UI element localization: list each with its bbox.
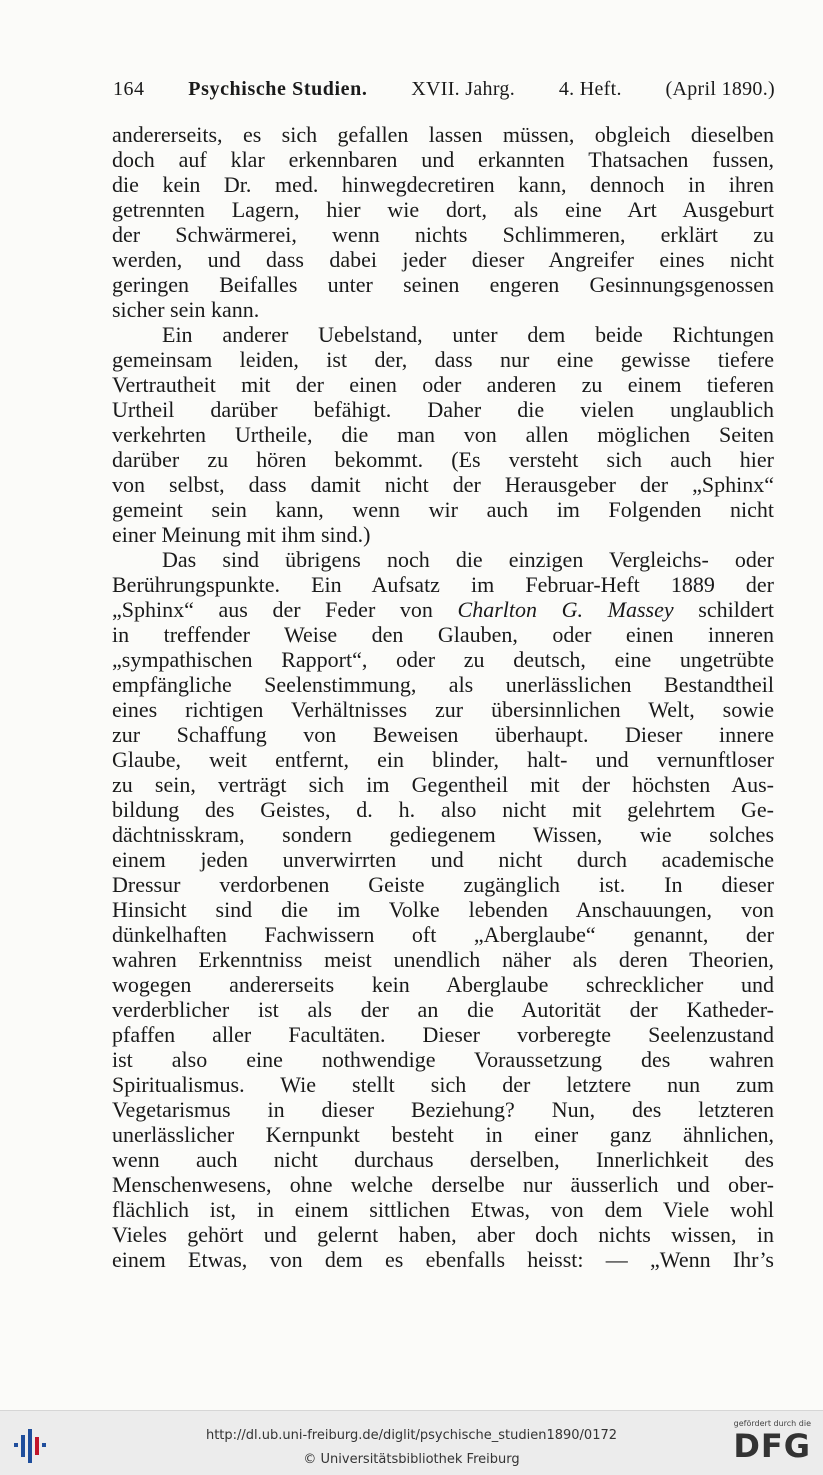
issue: 4. Heft. bbox=[558, 78, 622, 100]
text-line: zu sein, verträgt sich im Gegentheil mit der höchsten Aus- bbox=[112, 772, 774, 797]
text-line: die kein Dr. med. hinwegdecretiren kann, dennoch in ihren bbox=[112, 172, 774, 197]
text-line: sicher sein kann. bbox=[112, 297, 260, 322]
funding-note: gefördert durch die bbox=[733, 1419, 811, 1428]
text-line: wogegen andererseits kein Aberglaube schrecklicher und bbox=[112, 972, 774, 997]
copyright-notice: © Universitätsbibliothek Freiburg bbox=[303, 1452, 520, 1467]
text-line: andererseits, es sich gefallen lassen müssen, obgleich dieselben bbox=[112, 122, 774, 147]
text-line: bildung des Geistes, d. h. also nicht mit gelehrtem Ge- bbox=[112, 797, 774, 822]
text-line: getrennten Lagern, hier wie dort, als eine Art Ausgeburt bbox=[112, 197, 774, 222]
text-line: wenn auch nicht durchaus derselben, Innerlichkeit des bbox=[112, 1147, 774, 1172]
text-line: gemeinsam leiden, ist der, dass nur eine gewisse tiefere bbox=[112, 347, 774, 372]
text-line: Spiritualismus. Wie stellt sich der letztere nun zum bbox=[112, 1072, 774, 1097]
text-line: einem jeden unverwirrten und nicht durch academische bbox=[112, 847, 774, 872]
text-line: von selbst, dass damit nicht der Herausgeber der „Sphinx“ bbox=[112, 472, 774, 497]
text-line: der Schwärmerei, wenn nichts Schlimmeren, erklärt zu bbox=[112, 222, 774, 247]
text-line: dünkelhaften Fachwissern oft „Aberglaube“ genannt, der bbox=[112, 922, 774, 947]
text-line: geringen Beifalles unter seinen engeren Gesinnungsgenossen bbox=[112, 272, 774, 297]
text-line: Hinsicht sind die im Volke lebenden Anschauungen, von bbox=[112, 897, 774, 922]
text-line: Dressur verdorbenen Geiste zugänglich ist. In dieser bbox=[112, 872, 774, 897]
text-line: „sympathischen Rapport“, oder zu deutsch, eine ungetrübte bbox=[112, 647, 774, 672]
text-line: Menschenwesens, ohne welche derselbe nur äusserlich und ober- bbox=[112, 1172, 774, 1197]
text-line: flächlich ist, in einem sittlichen Etwas, von dem Viele wohl bbox=[112, 1197, 774, 1222]
page-number: 164 bbox=[113, 78, 145, 100]
text-line: Berührungspunkte. Ein Aufsatz im Februar-Heft 1889 der bbox=[112, 572, 774, 597]
dfg-wordmark: DFG bbox=[733, 1427, 811, 1465]
running-header bbox=[113, 74, 775, 104]
text-line: eines richtigen Verhältnisses zur übersinnlichen Welt, sowie bbox=[112, 697, 774, 722]
text-line: dächtnisskram, sondern gediegenem Wissen, wie solches bbox=[112, 822, 774, 847]
text-line: in treffender Weise den Glauben, oder einen inneren bbox=[112, 622, 774, 647]
text-line: verkehrten Urtheile, die man von allen möglichen Seiten bbox=[112, 422, 774, 447]
dfg-logo bbox=[723, 1419, 811, 1469]
text-line: wahren Erkenntniss meist unendlich näher als deren Theorien, bbox=[112, 947, 774, 972]
volume: XVII. Jahrg. bbox=[411, 78, 516, 100]
author-name: Charlton G. Massey bbox=[457, 597, 674, 622]
text-line: darüber zu hören bekommt. (Es versteht sich auch hier bbox=[112, 447, 774, 472]
journal-title: Psychische Studien. bbox=[188, 78, 368, 100]
text-line: werden, und dass dabei jeder dieser Angreifer eines nicht bbox=[112, 247, 774, 272]
text-line: Urtheil darüber befähigt. Daher die vielen unglaublich bbox=[112, 397, 774, 422]
text-line: doch auf klar erkennbaren und erkannten Thatsachen fussen, bbox=[112, 147, 774, 172]
text-line: Vertrautheit mit der einen oder anderen zu einem tieferen bbox=[112, 372, 774, 397]
text-line: empfängliche Seelenstimmung, als unerlässlichen Bestandtheil bbox=[112, 672, 774, 697]
text-line: verderblicher ist als der an die Autorität der Katheder- bbox=[112, 997, 774, 1022]
text-line: einem Etwas, von dem es ebenfalls heisst: — „Wenn Ihr’s bbox=[112, 1247, 774, 1272]
text-line: pfaffen aller Facultäten. Dieser vorberegte Seelenzustand bbox=[112, 1022, 774, 1047]
viewer-footer bbox=[0, 1410, 823, 1475]
text-line: unerlässlicher Kernpunkt besteht in einer ganz ähnlichen, bbox=[112, 1122, 774, 1147]
text-line: zur Schaffung von Beweisen überhaupt. Dieser innere bbox=[112, 722, 774, 747]
text-line: Vieles gehört und gelernt haben, aber doch nichts wissen, in bbox=[112, 1222, 774, 1247]
text-line: ist also eine nothwendige Voraussetzung des wahren bbox=[112, 1047, 774, 1072]
text-line: einer Meinung mit ihm sind.) bbox=[112, 522, 371, 547]
text-line: gemeint sein kann, wenn wir auch im Folgenden nicht bbox=[112, 497, 774, 522]
body-text bbox=[112, 122, 774, 1272]
text-segment: schildert bbox=[673, 597, 774, 622]
text-line: Ein anderer Uebelstand, unter dem beide Richtungen bbox=[162, 322, 774, 347]
text-segment: „Sphinx“ aus der Feder von bbox=[112, 597, 458, 622]
issue-date: (April 1890.) bbox=[665, 78, 775, 100]
text-line: Vegetarismus in dieser Beziehung? Nun, des letzteren bbox=[112, 1097, 774, 1122]
text-line: Das sind übrigens noch die einzigen Vergleichs- oder bbox=[162, 547, 774, 572]
permalink-url[interactable]: http://dl.ub.uni-freiburg.de/diglit/psychische_studien1890/0172 bbox=[205, 1428, 618, 1443]
text-line: Glaube, weit entfernt, ein blinder, halt- und vernunftloser bbox=[112, 747, 774, 772]
text-line bbox=[112, 597, 774, 622]
